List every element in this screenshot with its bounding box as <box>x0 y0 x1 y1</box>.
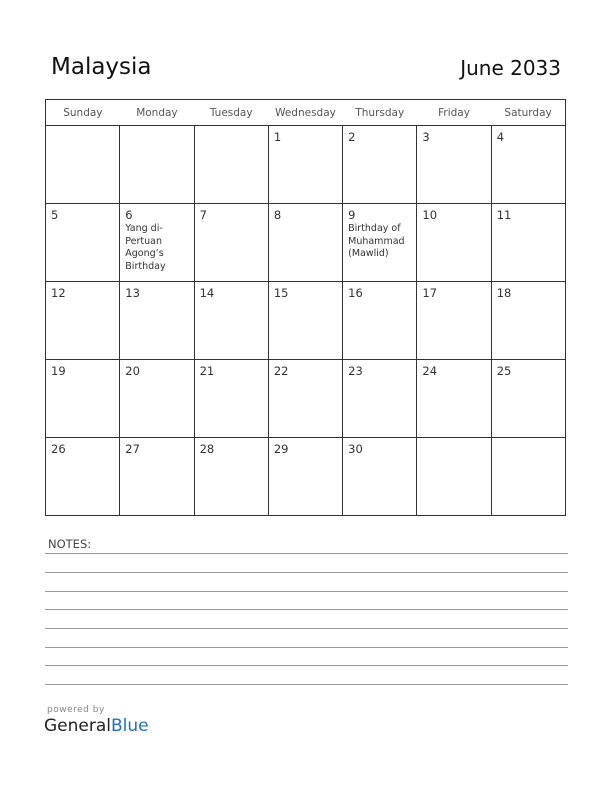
day-cell <box>417 204 491 282</box>
day-number: 11 <box>496 208 512 222</box>
day-number: 2 <box>348 130 356 144</box>
day-number: 7 <box>199 208 207 222</box>
generalblue-logo <box>44 716 149 736</box>
note-line <box>45 628 568 629</box>
weekday-thursday: Thursday <box>343 100 417 126</box>
day-cell <box>194 360 268 438</box>
day-number: 29 <box>273 442 289 456</box>
day-cell <box>417 438 491 516</box>
day-cell <box>194 204 268 282</box>
day-cell <box>343 282 417 360</box>
day-cell <box>417 282 491 360</box>
day-number: 16 <box>348 286 363 300</box>
holiday-label: Yang di-Pertuan Agong’s Birthday <box>125 223 166 272</box>
day-number: 30 <box>348 442 363 456</box>
note-line <box>45 609 568 610</box>
day-number: 6 <box>125 208 133 222</box>
note-line <box>45 591 568 592</box>
day-number: 14 <box>199 286 215 300</box>
day-number: 15 <box>273 286 289 300</box>
note-line <box>45 665 568 666</box>
day-cell <box>343 204 417 282</box>
day-number: 25 <box>496 364 512 378</box>
day-cell <box>343 360 417 438</box>
day-cell <box>343 126 417 204</box>
day-cell <box>194 126 268 204</box>
day-cell <box>491 360 565 438</box>
weekday-saturday: Saturday <box>491 100 565 126</box>
day-number: 4 <box>496 130 505 144</box>
day-number: 23 <box>348 364 363 378</box>
day-number: 18 <box>496 286 512 300</box>
calendar-grid <box>45 99 566 516</box>
note-line <box>45 684 568 685</box>
day-cell <box>268 438 342 516</box>
day-cell <box>343 438 417 516</box>
weekday-header-row <box>46 100 566 126</box>
day-cell <box>120 204 194 282</box>
day-cell <box>120 360 194 438</box>
weekday-monday: Monday <box>120 100 194 126</box>
day-number: 17 <box>422 286 438 300</box>
day-cell <box>120 282 194 360</box>
day-number: 5 <box>51 208 59 222</box>
note-line <box>45 572 568 573</box>
day-cell <box>46 360 120 438</box>
note-line <box>45 647 568 648</box>
day-number: 8 <box>273 208 282 222</box>
day-cell <box>46 204 120 282</box>
week-row <box>46 282 566 360</box>
day-number: 24 <box>422 364 438 378</box>
day-number: 13 <box>125 286 140 300</box>
day-cell <box>491 126 565 204</box>
day-number: 28 <box>199 442 215 456</box>
day-cell <box>268 282 342 360</box>
country-title: Malaysia <box>51 54 152 80</box>
day-number: 26 <box>51 442 66 456</box>
day-number: 3 <box>422 130 430 144</box>
holiday-label: Birthday of Muhammad (Mawlid) <box>348 223 405 259</box>
day-cell <box>268 126 342 204</box>
note-line <box>45 553 568 554</box>
week-row <box>46 204 566 282</box>
week-row <box>46 360 566 438</box>
day-cell <box>268 204 342 282</box>
day-number: 21 <box>199 364 215 378</box>
day-number: 22 <box>273 364 289 378</box>
day-number: 20 <box>125 364 140 378</box>
day-number: 27 <box>125 442 140 456</box>
weekday-tuesday: Tuesday <box>194 100 268 126</box>
notes-label: NOTES: <box>48 537 92 551</box>
weekday-wednesday: Wednesday <box>268 100 342 126</box>
day-number: 19 <box>51 364 66 378</box>
day-number: 1 <box>273 130 282 144</box>
day-cell <box>491 282 565 360</box>
day-cell <box>268 360 342 438</box>
weekday-sunday: Sunday <box>46 100 120 126</box>
day-cell <box>46 438 120 516</box>
day-cell <box>46 126 120 204</box>
day-cell <box>417 126 491 204</box>
day-cell <box>46 282 120 360</box>
week-row <box>46 438 566 516</box>
day-number: 12 <box>51 286 66 300</box>
brand-general: General <box>44 716 111 736</box>
day-cell <box>194 438 268 516</box>
day-number: 10 <box>422 208 438 222</box>
month-year-title: June 2033 <box>460 56 561 80</box>
day-cell <box>194 282 268 360</box>
day-number: 9 <box>348 208 356 222</box>
day-cell <box>417 360 491 438</box>
day-cell <box>120 126 194 204</box>
powered-by-text: powered by <box>47 705 105 715</box>
day-cell <box>491 438 565 516</box>
day-cell <box>120 438 194 516</box>
week-row <box>46 126 566 204</box>
day-cell <box>491 204 565 282</box>
brand-blue: Blue <box>111 716 149 736</box>
weekday-friday: Friday <box>417 100 491 126</box>
